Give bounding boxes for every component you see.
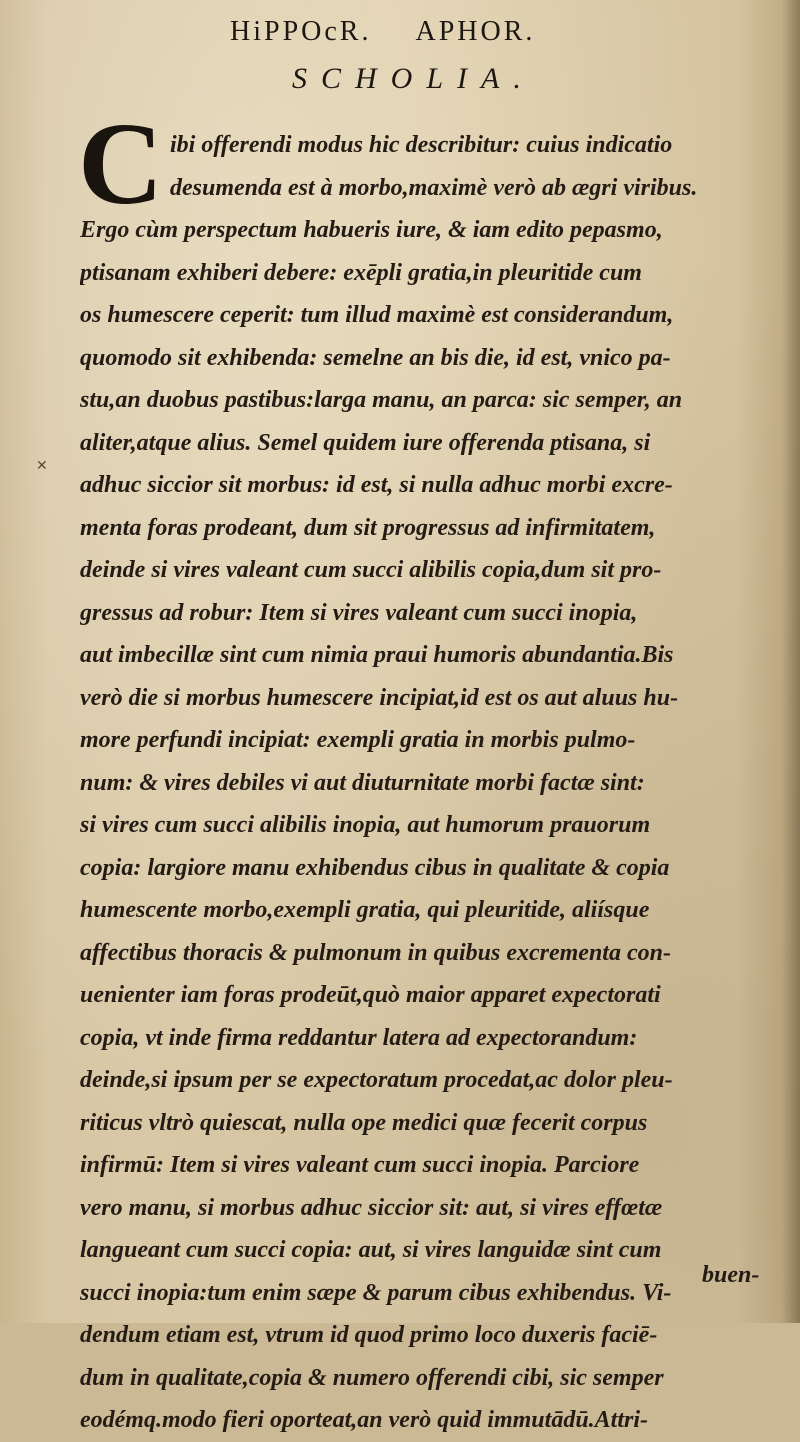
running-head [230, 16, 610, 48]
text-line: dendum etiam est, vtrum id quod primo loco duxeris faciē- [80, 1322, 658, 1348]
text-line: affectibus thoracis & pulmonum in quibus excrementa con- [80, 939, 671, 966]
text-line: adhuc siccior sit morbus: id est, si nulla adhuc morbi excre- [80, 472, 673, 498]
catchword: buen- [702, 1262, 760, 1288]
text-line: aut imbecillæ sint cum nimia praui humoris abundantia.Bis [80, 642, 674, 668]
text-line: stu,an duobus pastibus:larga manu, an parca: sic semper, an [80, 387, 683, 413]
text-line: gressus ad robur: Item si vires valeant cum succi inopia, [80, 599, 638, 626]
text-line: ibi offerendi modus hic describitur: cuius indicatio [170, 132, 673, 158]
text-line: os humescere ceperit: tum illud maximè est considerandum, [80, 302, 674, 328]
running-head-left: HiPPOcR. [230, 16, 372, 47]
text-line: succi inopia:tum enim sæpe & parum cibus exhibendus. Vi- [80, 1279, 672, 1306]
text-line: copia, vt inde firma reddantur latera ad expectorandum: [80, 1024, 638, 1051]
text-line: num: & vires debiles vi aut diuturnitate morbi factæ sint: [80, 769, 645, 796]
text-line: eodémq.modo fieri oporteat,an verò quid immutādū.Attri- [80, 1407, 649, 1433]
text-line: more perfundi incipiat: exempli gratia in morbis pulmo- [80, 727, 636, 753]
text-line: uenienter iam foras prodeūt,quò maior apparet expectorati [80, 982, 661, 1008]
text-line: desumenda est à morbo,maximè verò ab ægri viribus. [170, 174, 698, 201]
text-line: quomodo sit exhibenda: semelne an bis die, id est, vnico pa- [80, 344, 671, 371]
section-title: SCHOLIA. [292, 62, 535, 95]
text-line: langueant cum succi copia: aut, si vires languidæ sint cum [80, 1237, 662, 1263]
text-line: copia: largiore manu exhibendus cibus in qualitate & copia [80, 854, 670, 881]
text-line: ptisanam exhiberi debere: exēpli gratia,in pleuritide cum [80, 259, 642, 286]
text-line: dum in qualitate,copia & numero offerendi cibi, sic semper [80, 1364, 664, 1391]
text-line: si vires cum succi alibilis inopia, aut humorum prauorum [80, 812, 651, 838]
page-edge-shadow [782, 0, 800, 1323]
text-line: Ergo cùm perspectum habueris iure, & iam edito pepasmo, [80, 217, 663, 243]
running-head-right: APHOR. [415, 16, 536, 47]
text-line: menta foras prodeant, dum sit progressus ad infirmitatem, [80, 514, 656, 541]
drop-cap: C [78, 98, 164, 229]
text-line: humescente morbo,exempli gratia, qui pleuritide, aliísque [80, 897, 650, 923]
text-line: deinde,si ipsum per se expectoratum procedat,ac dolor pleu- [80, 1067, 673, 1093]
text-line: infirmū: Item si vires valeant cum succi inopia. Parciore [80, 1152, 640, 1178]
margin-mark-icon: ✕ [36, 458, 48, 474]
text-line: vero manu, si morbus adhuc siccior sit: aut, si vires effœtæ [80, 1194, 663, 1221]
text-line: riticus vltrò quiescat, nulla ope medici quæ fecerit corpus [80, 1109, 648, 1136]
body-text [80, 124, 770, 1442]
text-line: deinde si vires valeant cum succi alibilis copia,dum sit pro- [80, 557, 662, 583]
text-line: verò die si morbus humescere incipiat,id est os aut aluus hu- [80, 684, 679, 711]
text-line: aliter,atque alius. Semel quidem iure offerenda ptisana, si [80, 429, 651, 456]
